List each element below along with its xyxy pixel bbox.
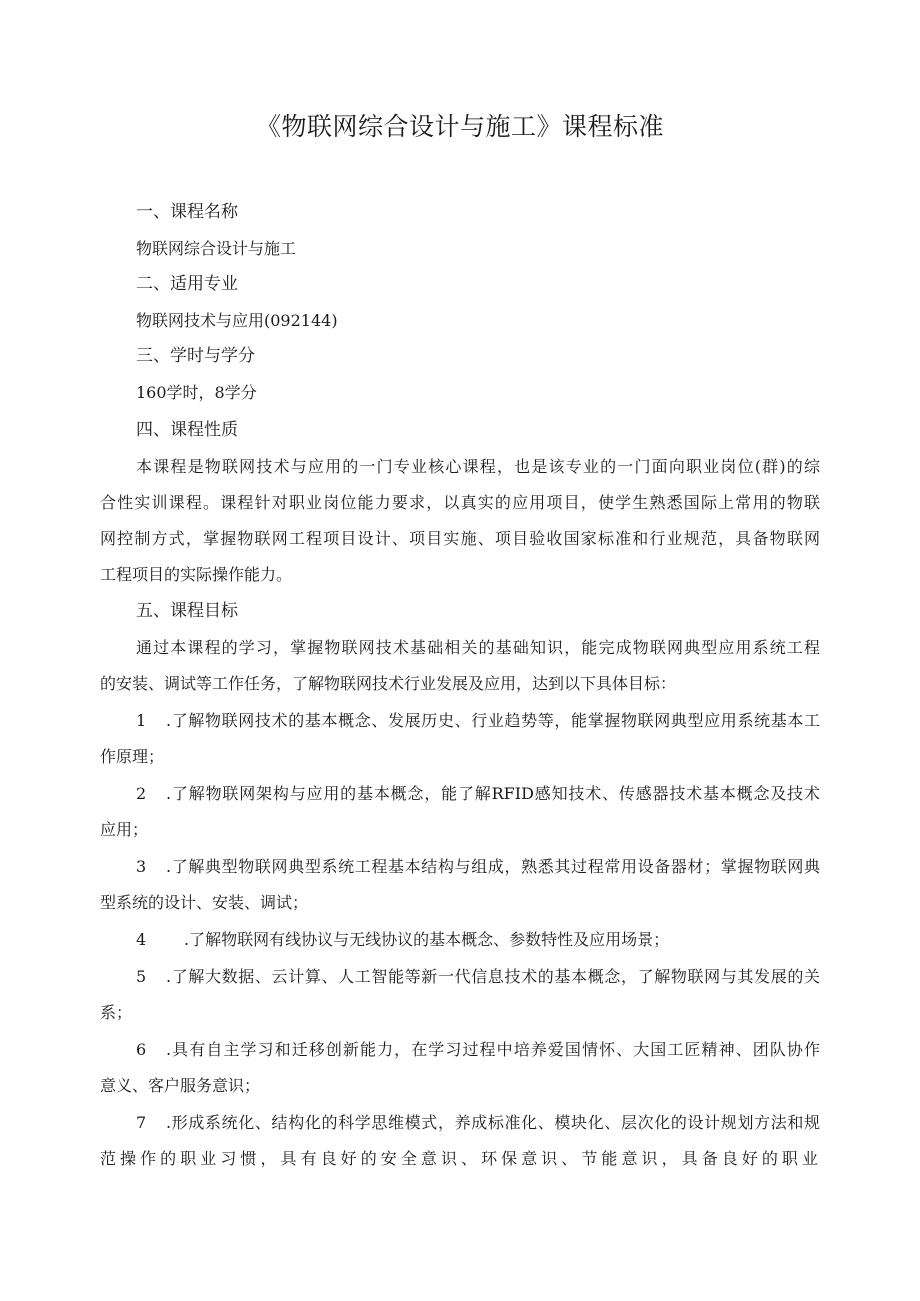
goal-item-2-cont: 应用； <box>100 820 149 839</box>
goal-item-1 <box>136 710 820 732</box>
goal-number: 7 <box>136 1113 147 1132</box>
goal-item-5-cont: 系； <box>100 1003 133 1022</box>
goal-item-6-cont: 意义、客户服务意识； <box>100 1076 261 1095</box>
course-name-text: 物联网综合设计与施工 <box>136 239 297 258</box>
course-nature-line: 合性实训课程。课程针对职业岗位能力要求，以真实的应用项目，使学生熟悉国际上常用的物联 <box>100 493 820 512</box>
goal-item-2 <box>136 783 820 805</box>
section-heading-course-name: 一、课程名称 <box>136 202 238 222</box>
goal-text: .具有自主学习和迁移创新能力，在学习过程中培养爱国情怀、大国工匠精神、团队协作 <box>166 1040 820 1059</box>
goal-item-6 <box>136 1039 820 1061</box>
goal-number: 3 <box>136 857 147 876</box>
course-goals-intro-line: 的安装、调试等工作任务，了解物联网技术行业发展及应用，达到以下具体目标： <box>100 674 677 693</box>
goal-item-7 <box>136 1112 820 1134</box>
goal-text: .了解大数据、云计算、人工智能等新一代信息技术的基本概念，了解物联网与其发展的关 <box>166 967 820 986</box>
goal-item-3-cont: 型系统的设计、安装、调试； <box>100 893 309 912</box>
section-heading-course-nature: 四、课程性质 <box>136 420 238 440</box>
goal-item-3 <box>136 856 820 878</box>
goal-number: 6 <box>136 1040 147 1059</box>
goal-text: .了解物联网有线协议与无线协议的基本概念、参数特性及应用场景； <box>184 930 670 949</box>
section-heading-course-goals: 五、课程目标 <box>136 601 238 621</box>
major-text: 物联网技术与应用(092144) <box>136 311 338 330</box>
course-nature-line: 工程项目的实际操作能力。 <box>100 565 293 584</box>
section-heading-hours-credits: 三、学时与学分 <box>136 346 255 366</box>
course-goals-intro-line: 通过本课程的学习，掌握物联网技术基础相关的基础知识，能完成物联网典型应用系统工程 <box>136 638 820 657</box>
goal-number: 1 <box>136 711 147 730</box>
course-nature-line: 网控制方式，掌握物联网工程项目设计、项目实施、项目验收国家标准和行业规范，具备物联网 <box>100 529 820 548</box>
goal-number: 5 <box>136 967 147 986</box>
goal-number: 2 <box>136 784 147 803</box>
goal-text: .形成系统化、结构化的科学思维模式，养成标准化、模块化、层次化的设计规划方法和规 <box>166 1113 820 1132</box>
hours-credits-text: 160学时，8学分 <box>136 383 257 402</box>
document-title: 《物联网综合设计与施工》课程标准 <box>255 112 664 141</box>
goal-text: .了解物联网架构与应用的基本概念，能了解RFID感知技术、传感器技术基本概念及技术 <box>166 784 820 803</box>
goal-item-1-cont: 作原理； <box>100 747 165 766</box>
goal-item-4 <box>136 929 820 951</box>
course-nature-line: 本课程是物联网技术与应用的一门专业核心课程，也是该专业的一门面向职业岗位(群)的综 <box>136 457 820 476</box>
goal-number: 4 <box>136 930 147 949</box>
goal-item-7-cont: 范操作的职业习惯，具有良好的安全意识、环保意识、节能意识，具备良好的职业 <box>100 1149 820 1168</box>
goal-item-5 <box>136 966 820 988</box>
goal-text: .了解典型物联网典型系统工程基本结构与组成，熟悉其过程常用设备器材；掌握物联网典 <box>166 857 820 876</box>
goal-text: .了解物联网技术的基本概念、发展历史、行业趋势等，能掌握物联网典型应用系统基本工 <box>166 711 820 730</box>
section-heading-major: 二、适用专业 <box>136 274 238 294</box>
